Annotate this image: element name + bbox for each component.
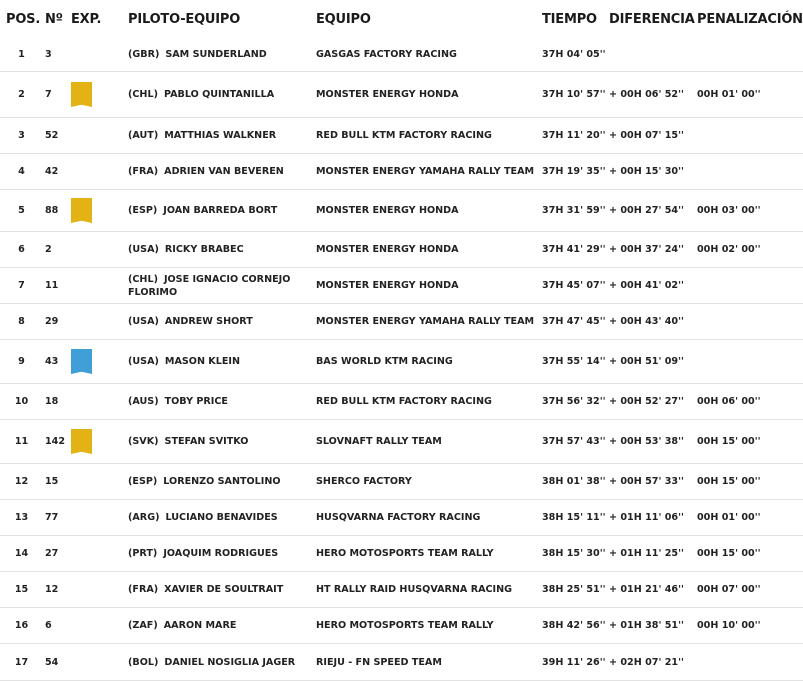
table-row[interactable] bbox=[0, 644, 803, 681]
difference-cell: + 00H 57' 33'' bbox=[609, 476, 684, 487]
bib-number-cell: 54 bbox=[45, 656, 59, 668]
pilot-cell bbox=[128, 384, 308, 419]
position-cell: 8 bbox=[18, 316, 25, 327]
table-row[interactable] bbox=[0, 72, 803, 118]
penalty-cell: 00H 02' 00'' bbox=[697, 244, 761, 255]
country-code: (SVK) bbox=[128, 436, 159, 447]
team-cell[interactable]: MONSTER ENERGY YAMAHA RALLY TEAM bbox=[316, 166, 535, 177]
table-row[interactable] bbox=[0, 384, 803, 420]
country-code: (CHL) bbox=[128, 273, 158, 285]
bib-number-cell: 77 bbox=[45, 512, 59, 523]
difference-cell: + 01H 21' 46'' bbox=[609, 584, 684, 595]
pilot-name[interactable]: TOBY PRICE bbox=[164, 396, 228, 407]
expert-cell bbox=[71, 420, 93, 463]
bib-number-cell: 3 bbox=[45, 49, 52, 60]
time-cell: 38H 15' 30'' bbox=[542, 548, 606, 559]
team-cell[interactable]: MONSTER ENERGY YAMAHA RALLY TEAM bbox=[316, 316, 535, 327]
header-exp: EXP. bbox=[71, 12, 102, 27]
pilot-name[interactable]: LORENZO SANTOLINO bbox=[163, 476, 281, 487]
team-cell[interactable]: HT RALLY RAID HUSQVARNA RACING bbox=[316, 584, 513, 595]
pilot-name[interactable]: DANIEL NOSIGLIA JAGER bbox=[164, 656, 296, 668]
expert-cell bbox=[71, 190, 93, 231]
penalty-cell bbox=[697, 268, 797, 303]
expert-cell bbox=[71, 232, 93, 267]
country-code: (ESP) bbox=[128, 476, 158, 487]
pilot-name[interactable]: LUCIANO BENAVIDES bbox=[165, 512, 278, 523]
country-code: (PRT) bbox=[128, 548, 158, 559]
position-cell: 13 bbox=[14, 512, 29, 523]
table-row[interactable] bbox=[0, 464, 803, 500]
team-cell[interactable]: GASGAS FACTORY RACING bbox=[316, 49, 457, 60]
team-cell[interactable]: SHERCO FACTORY bbox=[316, 476, 412, 487]
time-cell: 39H 11' 26'' bbox=[542, 656, 606, 668]
team-cell[interactable]: RIEJU - FN SPEED TEAM bbox=[316, 656, 442, 668]
header-pen: PENALIZACIÓN bbox=[697, 12, 803, 27]
team-cell[interactable]: HERO MOTOSPORTS TEAM RALLY bbox=[316, 620, 494, 631]
position-cell: 16 bbox=[14, 620, 29, 631]
expert-cell bbox=[71, 536, 93, 571]
difference-cell: + 02H 07' 21'' bbox=[609, 656, 684, 668]
country-code: (AUS) bbox=[128, 396, 159, 407]
country-code: (USA) bbox=[128, 316, 159, 327]
position-cell: 2 bbox=[18, 89, 25, 100]
table-row[interactable] bbox=[0, 340, 803, 384]
pilot-name[interactable]: STEFAN SVITKO bbox=[164, 436, 249, 447]
difference-cell: + 00H 37' 24'' bbox=[609, 244, 684, 255]
header-time: TIEMPO bbox=[542, 12, 597, 27]
penalty-cell: 00H 03' 00'' bbox=[697, 205, 761, 216]
country-code: (ESP) bbox=[128, 205, 158, 216]
bib-number-cell: 18 bbox=[45, 396, 59, 407]
penalty-cell: 00H 15' 00'' bbox=[697, 476, 761, 487]
country-code: (GBR) bbox=[128, 49, 160, 60]
pilot-name[interactable]: SAM SUNDERLAND bbox=[165, 49, 267, 60]
difference-cell: + 01H 11' 06'' bbox=[609, 512, 684, 523]
expert-cell bbox=[71, 572, 93, 607]
table-row[interactable] bbox=[0, 420, 803, 464]
time-cell: 37H 41' 29'' bbox=[542, 244, 606, 255]
team-cell[interactable]: SLOVNAFT RALLY TEAM bbox=[316, 436, 442, 447]
penalty-cell bbox=[697, 644, 797, 680]
bib-number-cell: 42 bbox=[45, 166, 59, 177]
pilot-cell bbox=[128, 72, 308, 117]
penalty-cell: 00H 01' 00'' bbox=[697, 512, 761, 523]
country-code: (FRA) bbox=[128, 584, 159, 595]
position-cell: 11 bbox=[14, 436, 29, 447]
header-num: Nº bbox=[45, 12, 63, 27]
penalty-cell bbox=[697, 304, 797, 339]
pilot-cell bbox=[128, 608, 308, 643]
expert-cell bbox=[71, 340, 93, 383]
expert-badge-icon bbox=[71, 198, 92, 223]
pilot-name[interactable]: MASON KLEIN bbox=[164, 356, 241, 367]
penalty-cell: 00H 06' 00'' bbox=[697, 396, 761, 407]
pilot-cell bbox=[128, 268, 308, 303]
pilot-name[interactable]: MATTHIAS WALKNER bbox=[164, 130, 277, 141]
expert-cell bbox=[71, 464, 93, 499]
time-cell: 37H 45' 07'' bbox=[542, 280, 606, 291]
position-cell: 3 bbox=[18, 130, 25, 141]
pilot-name[interactable]: ANDREW SHORT bbox=[164, 316, 253, 327]
pilot-cell bbox=[128, 190, 308, 231]
table-row[interactable] bbox=[0, 608, 803, 644]
table-row[interactable] bbox=[0, 572, 803, 608]
bib-number-cell: 15 bbox=[45, 476, 59, 487]
expert-cell bbox=[71, 608, 93, 643]
pilot-name[interactable]: PABLO QUINTANILLA bbox=[163, 89, 275, 100]
difference-cell: + 00H 52' 27'' bbox=[609, 396, 684, 407]
team-cell[interactable]: MONSTER ENERGY HONDA bbox=[316, 89, 459, 100]
table-row[interactable] bbox=[0, 232, 803, 268]
bib-number-cell: 52 bbox=[45, 130, 59, 141]
position-cell: 10 bbox=[14, 396, 29, 407]
table-header bbox=[0, 0, 803, 38]
pilot-cell bbox=[128, 500, 308, 535]
table-row[interactable] bbox=[0, 536, 803, 572]
country-code: (BOL) bbox=[128, 656, 159, 668]
country-code: (ARG) bbox=[128, 512, 160, 523]
table-row[interactable] bbox=[0, 154, 803, 190]
pilot-cell bbox=[128, 464, 308, 499]
penalty-cell bbox=[697, 118, 797, 153]
time-cell: 38H 01' 38'' bbox=[542, 476, 606, 487]
pilot-name[interactable]: JOAN BARREDA BORT bbox=[163, 205, 278, 216]
time-cell: 37H 56' 32'' bbox=[542, 396, 606, 407]
position-cell: 15 bbox=[14, 584, 29, 595]
header-team: EQUIPO bbox=[316, 12, 371, 27]
table-row[interactable] bbox=[0, 118, 803, 154]
pilot-name[interactable]: JOAQUIM RODRIGUES bbox=[163, 548, 279, 559]
table-row[interactable] bbox=[0, 268, 803, 304]
penalty-cell: 00H 15' 00'' bbox=[697, 548, 761, 559]
position-cell: 6 bbox=[18, 244, 25, 255]
pilot-cell bbox=[128, 154, 308, 189]
position-cell: 7 bbox=[18, 280, 25, 291]
pilot-cell bbox=[128, 118, 308, 153]
time-cell: 37H 57' 43'' bbox=[542, 436, 606, 447]
header-pos: POS. bbox=[6, 12, 41, 27]
pilot-name[interactable]: XAVIER DE SOULTRAIT bbox=[164, 584, 284, 595]
penalty-cell bbox=[697, 340, 797, 383]
bib-number-cell: 11 bbox=[45, 280, 59, 291]
position-cell: 9 bbox=[18, 356, 25, 367]
position-cell: 17 bbox=[14, 656, 29, 668]
pilot-cell bbox=[128, 232, 308, 267]
team-cell[interactable]: RED BULL KTM FACTORY RACING bbox=[316, 396, 492, 407]
team-cell[interactable]: MONSTER ENERGY HONDA bbox=[316, 244, 459, 255]
bib-number-cell: 29 bbox=[45, 316, 59, 327]
position-cell: 12 bbox=[14, 476, 29, 487]
header-pilot: PILOTO-EQUIPO bbox=[128, 12, 241, 27]
table-row[interactable] bbox=[0, 38, 803, 72]
expert-cell bbox=[71, 500, 93, 535]
country-code: (USA) bbox=[128, 356, 159, 367]
time-cell: 38H 25' 51'' bbox=[542, 584, 606, 595]
difference-cell: + 00H 27' 54'' bbox=[609, 205, 684, 216]
pilot-cell bbox=[128, 572, 308, 607]
pilot-name[interactable]: JOSE IGNACIO CORNEJO FLORIMO bbox=[128, 273, 291, 298]
team-cell[interactable]: HUSQVARNA FACTORY RACING bbox=[316, 512, 481, 523]
expert-badge-icon bbox=[71, 429, 92, 454]
expert-cell bbox=[71, 644, 93, 680]
team-cell[interactable]: BAS WORLD KTM RACING bbox=[316, 356, 453, 367]
penalty-cell: 00H 01' 00'' bbox=[697, 89, 761, 100]
difference-cell: + 00H 15' 30'' bbox=[609, 166, 684, 177]
pilot-name[interactable]: RICKY BRABEC bbox=[164, 244, 244, 255]
penalty-cell: 00H 15' 00'' bbox=[697, 436, 761, 447]
pilot-cell bbox=[128, 644, 308, 680]
pilot-name[interactable]: ADRIEN VAN BEVEREN bbox=[164, 166, 284, 177]
position-cell: 1 bbox=[18, 49, 25, 60]
pilot-name[interactable]: AARON MARE bbox=[163, 620, 237, 631]
difference-cell: + 01H 38' 51'' bbox=[609, 620, 684, 631]
time-cell: 37H 55' 14'' bbox=[542, 356, 606, 367]
difference-cell: + 00H 43' 40'' bbox=[609, 316, 684, 327]
expert-cell bbox=[71, 118, 93, 153]
team-cell[interactable]: MONSTER ENERGY HONDA bbox=[316, 280, 459, 291]
penalty-cell bbox=[697, 38, 797, 71]
table-row[interactable] bbox=[0, 500, 803, 536]
country-code: (AUT) bbox=[128, 130, 159, 141]
penalty-cell: 00H 10' 00'' bbox=[697, 620, 761, 631]
difference-cell: + 00H 53' 38'' bbox=[609, 436, 684, 447]
bib-number-cell: 7 bbox=[45, 89, 52, 100]
pilot-cell bbox=[128, 420, 308, 463]
pilot-cell bbox=[128, 340, 308, 383]
expert-cell bbox=[71, 384, 93, 419]
time-cell: 37H 19' 35'' bbox=[542, 166, 606, 177]
country-code: (FRA) bbox=[128, 166, 159, 177]
difference-cell: + 00H 41' 02'' bbox=[609, 280, 684, 291]
time-cell: 38H 15' 11'' bbox=[542, 512, 606, 523]
bib-number-cell: 88 bbox=[45, 205, 59, 216]
bib-number-cell: 6 bbox=[45, 620, 52, 631]
table-row[interactable] bbox=[0, 190, 803, 232]
time-cell: 37H 31' 59'' bbox=[542, 205, 606, 216]
difference-cell: + 00H 51' 09'' bbox=[609, 356, 684, 367]
country-code: (USA) bbox=[128, 244, 159, 255]
table-row[interactable] bbox=[0, 304, 803, 340]
expert-badge-icon bbox=[71, 82, 92, 107]
country-code: (CHL) bbox=[128, 89, 158, 100]
bib-number-cell: 43 bbox=[45, 356, 59, 367]
penalty-cell bbox=[697, 154, 797, 189]
expert-cell bbox=[71, 38, 93, 71]
expert-cell bbox=[71, 154, 93, 189]
position-cell: 4 bbox=[18, 166, 25, 177]
expert-badge-icon bbox=[71, 349, 92, 374]
team-cell[interactable]: MONSTER ENERGY HONDA bbox=[316, 205, 459, 216]
country-code: (ZAF) bbox=[128, 620, 158, 631]
bib-number-cell: 2 bbox=[45, 244, 52, 255]
bib-number-cell: 27 bbox=[45, 548, 59, 559]
time-cell: 37H 04' 05'' bbox=[542, 49, 606, 60]
time-cell: 37H 47' 45'' bbox=[542, 316, 606, 327]
team-cell[interactable]: RED BULL KTM FACTORY RACING bbox=[316, 130, 492, 141]
expert-cell bbox=[71, 268, 93, 303]
time-cell: 38H 42' 56'' bbox=[542, 620, 606, 631]
bib-number-cell: 142 bbox=[45, 436, 66, 447]
expert-cell bbox=[71, 72, 93, 117]
pilot-cell bbox=[128, 38, 308, 71]
time-cell: 37H 10' 57'' bbox=[542, 89, 606, 100]
difference-cell: + 01H 11' 25'' bbox=[609, 548, 684, 559]
bib-number-cell: 12 bbox=[45, 584, 59, 595]
header-diff: DIFERENCIA bbox=[609, 12, 695, 27]
time-cell: 37H 11' 20'' bbox=[542, 130, 606, 141]
difference-cell: + 00H 06' 52'' bbox=[609, 89, 684, 100]
difference-cell: + 00H 07' 15'' bbox=[609, 130, 684, 141]
position-cell: 5 bbox=[18, 205, 25, 216]
penalty-cell: 00H 07' 00'' bbox=[697, 584, 761, 595]
expert-cell bbox=[71, 304, 93, 339]
pilot-cell bbox=[128, 304, 308, 339]
position-cell: 14 bbox=[14, 548, 29, 559]
team-cell[interactable]: HERO MOTOSPORTS TEAM RALLY bbox=[316, 548, 494, 559]
difference-cell bbox=[609, 38, 695, 71]
pilot-cell bbox=[128, 536, 308, 571]
